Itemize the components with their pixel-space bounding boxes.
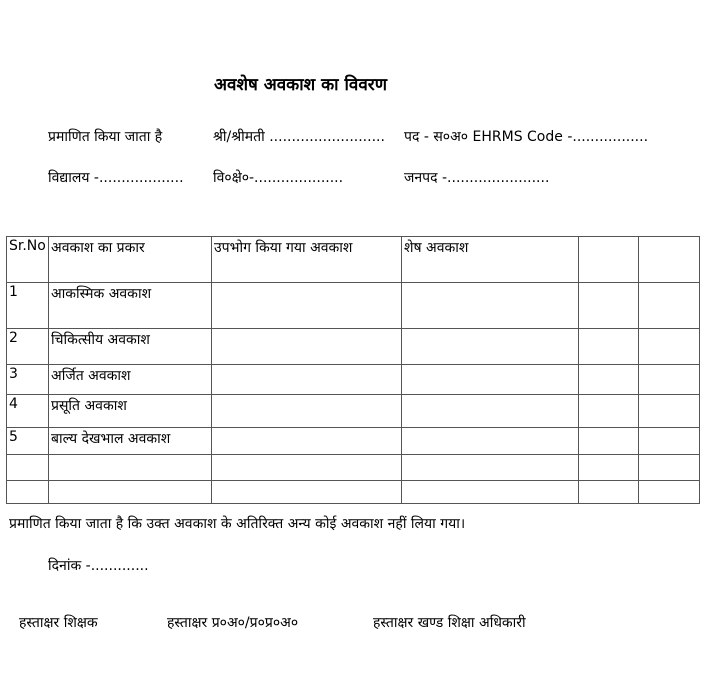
- empty-cell: [402, 329, 579, 365]
- district-field: जनपद -.......................: [404, 170, 550, 186]
- empty-cell: [579, 481, 639, 504]
- empty-cell: [212, 283, 402, 329]
- empty-cell: [579, 428, 639, 455]
- certification-statement: प्रमाणित किया जाता है कि उक्त अवकाश के अतिरिक्त अन्य कोई अवकाश नहीं लिया गया।: [9, 516, 466, 532]
- empty-cell: [7, 481, 49, 504]
- post-ehrms-field: पद - स०अ० EHRMS Code -.................: [404, 129, 649, 145]
- empty-cell: [639, 428, 700, 455]
- empty-cell: [212, 395, 402, 428]
- empty-cell: [212, 329, 402, 365]
- sr-no-cell: 4: [7, 395, 49, 428]
- headmaster-signature-label: हस्ताक्षर प्र०अ०/प्र०प्र०अ०: [167, 615, 299, 631]
- table-row: [7, 395, 700, 428]
- empty-cell: [402, 395, 579, 428]
- table-header-row: [7, 237, 700, 283]
- teacher-signature-label: हस्ताक्षर शिक्षक: [19, 615, 98, 631]
- school-field: विद्यालय -...................: [48, 170, 184, 186]
- leave-type-cell: प्रसूति अवकाश: [49, 395, 212, 428]
- sr-no-cell: 1: [7, 283, 49, 329]
- empty-cell: [639, 481, 700, 504]
- leave-type-cell: अर्जित अवकाश: [49, 365, 212, 395]
- table-row: [7, 329, 700, 365]
- empty-cell: [402, 455, 579, 481]
- empty-cell: [639, 283, 700, 329]
- empty-cell: [212, 365, 402, 395]
- empty-cell: [579, 365, 639, 395]
- date-field: दिनांक -.............: [48, 558, 149, 574]
- empty-cell: [639, 455, 700, 481]
- empty-cell: [639, 329, 700, 365]
- empty-cell: [402, 481, 579, 504]
- sr-no-cell: 5: [7, 428, 49, 455]
- table-row: [7, 428, 700, 455]
- empty-cell: [49, 481, 212, 504]
- leave-type-cell: चिकित्सीय अवकाश: [49, 329, 212, 365]
- sr-no-cell: 3: [7, 365, 49, 395]
- empty-cell: [579, 395, 639, 428]
- empty-cell: [49, 455, 212, 481]
- leave-type-cell: बाल्य देखभाल अवकाश: [49, 428, 212, 455]
- empty-cell: [402, 428, 579, 455]
- empty-cell: [402, 365, 579, 395]
- table-row: [7, 283, 700, 329]
- empty-cell: [639, 395, 700, 428]
- table-row: [7, 455, 700, 481]
- name-field: श्री/श्रीमती ..........................: [213, 129, 385, 145]
- sr-no-cell: 2: [7, 329, 49, 365]
- block-education-officer-signature-label: हस्ताक्षर खण्ड शिक्षा अधिकारी: [373, 615, 526, 631]
- leave-type-cell: आकस्मिक अवकाश: [49, 283, 212, 329]
- table-row: [7, 481, 700, 504]
- column-header-leave-balance: शेष अवकाश: [402, 237, 579, 283]
- empty-cell: [579, 455, 639, 481]
- empty-cell: [7, 455, 49, 481]
- column-header-sr-no: Sr.No: [7, 237, 49, 283]
- certified-label: प्रमाणित किया जाता है: [48, 129, 163, 145]
- empty-cell: [579, 283, 639, 329]
- column-header-leave-availed: उपभोग किया गया अवकाश: [212, 237, 402, 283]
- empty-cell: [402, 283, 579, 329]
- empty-cell: [579, 329, 639, 365]
- table-row: [7, 365, 700, 395]
- empty-cell: [212, 455, 402, 481]
- empty-cell: [212, 481, 402, 504]
- column-header-blank-2: [639, 237, 700, 283]
- block-field: वि०क्षे०-....................: [213, 170, 344, 186]
- document-title: अवशेष अवकाश का विवरण: [214, 75, 388, 95]
- empty-cell: [639, 365, 700, 395]
- column-header-leave-type: अवकाश का प्रकार: [49, 237, 212, 283]
- leave-balance-table: [6, 236, 700, 504]
- column-header-blank-1: [579, 237, 639, 283]
- empty-cell: [212, 428, 402, 455]
